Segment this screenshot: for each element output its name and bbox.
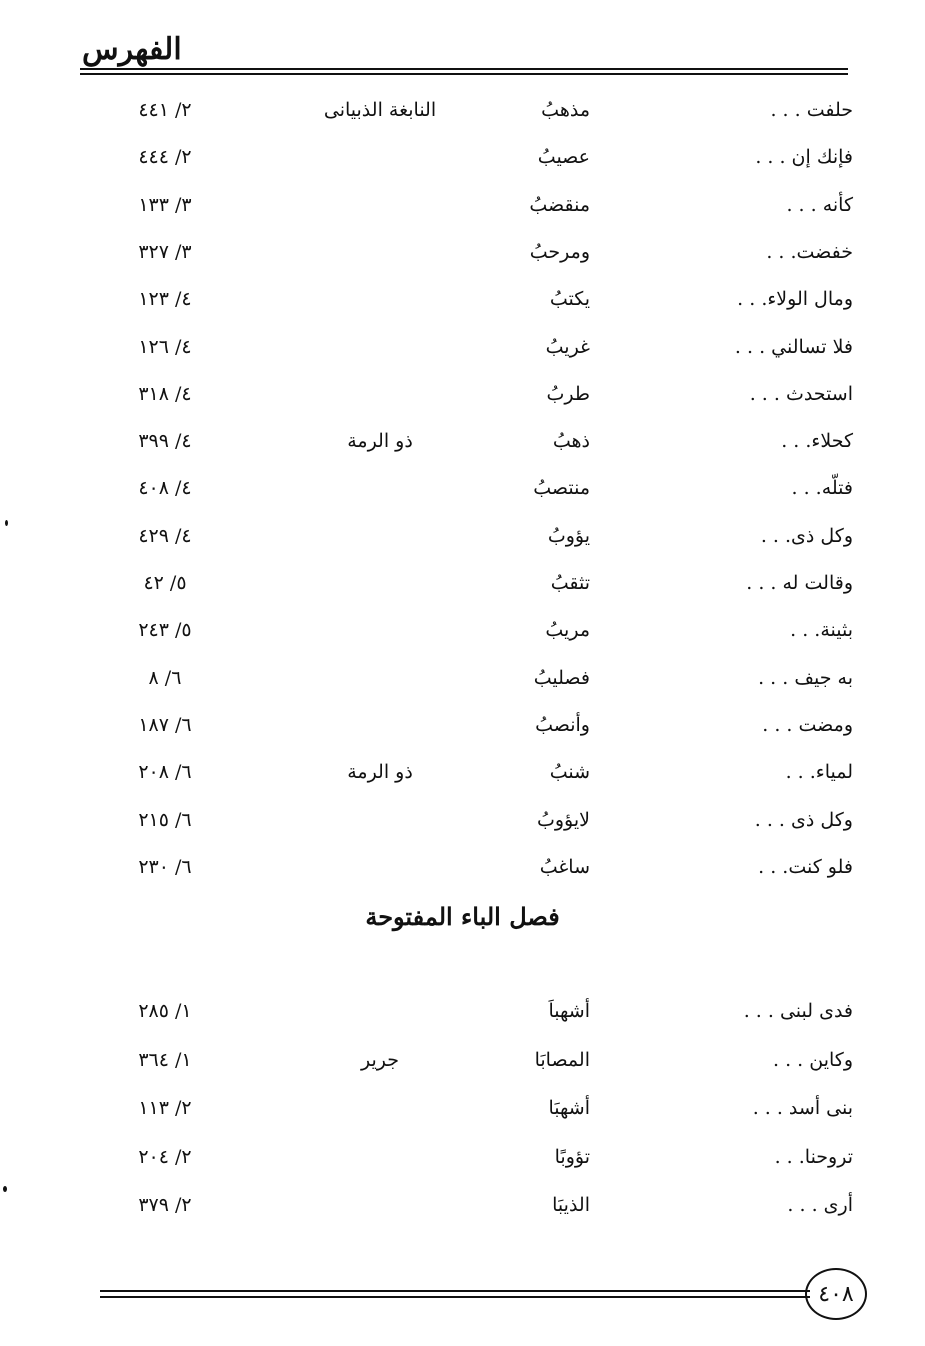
first-words: به جيف . . . [758,666,853,689]
index-row [0,475,925,515]
index-row [0,523,925,563]
page-title: الفهرس [82,32,182,67]
volume-page-ref: ٦/ ٢٠٨ [138,761,192,784]
index-row [0,1192,925,1232]
rhyme-word: ذهبُ [552,430,590,453]
index-row [0,665,925,705]
volume-page-ref: ٢/ ١١٣ [138,1097,192,1119]
rhyme-word: فصليبُ [533,666,590,689]
index-row [0,998,925,1038]
index-row [0,617,925,657]
rhyme-word: أشهبَا [548,1097,590,1119]
first-words: أرى . . . [787,1194,853,1216]
rhyme-word: ساغبُ [539,855,590,878]
footer-rule-top [100,1290,810,1292]
first-words: فدى لبنى . . . [743,1000,853,1022]
first-words: وكاين . . . [773,1048,853,1071]
rhyme-word: طربُ [546,382,590,405]
first-words: بنى أسد . . . [752,1097,853,1119]
section-heading: فصل الباء المفتوحة [365,902,560,931]
first-words: بثينة. . . [790,619,853,642]
poet-name: النابغة الذبيانى [323,99,437,121]
first-words: ومال الولاء. . . [737,288,853,311]
rhyme-word: غريبُ [545,335,590,358]
rhyme-word: وأنصبُ [535,713,590,736]
volume-page-ref: ٤/ ٣٩٩ [138,430,192,453]
volume-page-ref: ٤/ ٣١٨ [138,382,192,405]
volume-page-ref: ٢/ ٢٠٤ [138,1145,192,1168]
index-row [0,144,925,184]
rhyme-word: أشهباَ [548,1000,590,1022]
index-row [0,854,925,894]
poet-name: ذو الرمة [347,430,413,453]
volume-page-ref: ٢/ ٤٤١ [138,99,192,121]
first-words: تروحنا. . . [774,1145,853,1168]
index-row [0,334,925,374]
rhyme-word: يكتبُ [549,288,590,311]
volume-page-ref: ٤/ ٤٠٨ [138,477,192,500]
volume-page-ref: ٦/ ٢٣٠ [138,855,192,878]
volume-page-ref: ٦/ ١٨٧ [138,713,192,736]
volume-page-ref: ٢/ ٣٧٩ [138,1194,192,1216]
first-words: فلا تسالني . . . [734,335,853,358]
first-words: وكل ذى . . . [754,808,853,831]
first-words: فلو كنت. . . [758,855,853,878]
rhyme-word: لايؤوبُ [536,808,590,831]
poet-name: جرير [361,1048,399,1071]
rhyme-word: عصيبُ [537,146,590,169]
first-words: كحلاء. . . [781,430,853,453]
index-row [0,381,925,421]
rhyme-word: ومرحبُ [529,240,590,263]
index-row [0,239,925,279]
rhyme-word: مذهبُ [541,99,590,121]
rhyme-word: تؤوبًا [554,1145,590,1168]
rhyme-word: تثقبُ [550,572,590,594]
rhyme-word: المصابَا [534,1048,590,1071]
index-row [0,759,925,799]
volume-page-ref: ٢/ ٤٤٤ [138,146,192,169]
volume-page-ref: ١/ ٢٨٥ [138,1000,192,1022]
rhyme-word: الذيبَا [552,1194,590,1216]
rhyme-word: مريبُ [545,619,590,642]
rhyme-word: منقضبُ [529,193,590,216]
volume-page-ref: ٦/ ٢١٥ [138,808,192,831]
volume-page-ref: ١/ ٣٦٤ [138,1048,192,1071]
first-words: وقالت له . . . [746,572,853,594]
volume-page-ref: ٤/ ٤٢٩ [138,524,192,547]
margin-dot [5,520,8,526]
index-row [0,807,925,847]
rhyme-word: يؤوبُ [547,524,590,547]
index-row [0,570,925,610]
poet-name: ذو الرمة [347,761,413,784]
volume-page-ref: ٥/ ٤٢ [143,572,187,594]
volume-page-ref: ٤/ ١٢٣ [138,288,192,311]
first-words: فتلّه. . . [791,477,853,500]
index-row [0,1047,925,1087]
footer-rule-bottom [100,1296,810,1298]
index-row [0,286,925,326]
index-row [0,428,925,468]
volume-page-ref: ٥/ ٢٤٣ [138,619,192,642]
index-row [0,97,925,137]
first-words: ومضت . . . [762,713,853,736]
index-row [0,1144,925,1184]
index-row [0,192,925,232]
index-row [0,712,925,752]
first-words: وكل ذى. . . [760,524,853,547]
first-words: استحدث . . . [749,382,853,405]
volume-page-ref: ٦/ ٨ [148,666,182,689]
margin-dot [3,1186,7,1192]
first-words: خفضت. . . [766,240,853,263]
volume-page-ref: ٣/ ٣٢٧ [138,240,192,263]
index-row [0,1095,925,1135]
volume-page-ref: ٣/ ١٣٣ [138,193,192,216]
first-words: حلفت . . . [770,99,853,121]
volume-page-ref: ٤/ ١٢٦ [138,335,192,358]
rhyme-word: شنبُ [549,761,590,784]
first-words: فإنك إن . . . [755,146,853,169]
rhyme-word: منتصبُ [533,477,590,500]
first-words: كأنه . . . [786,193,853,216]
first-words: لمياء. . . [785,761,853,784]
page-number: ٤٠٨ [805,1268,867,1320]
